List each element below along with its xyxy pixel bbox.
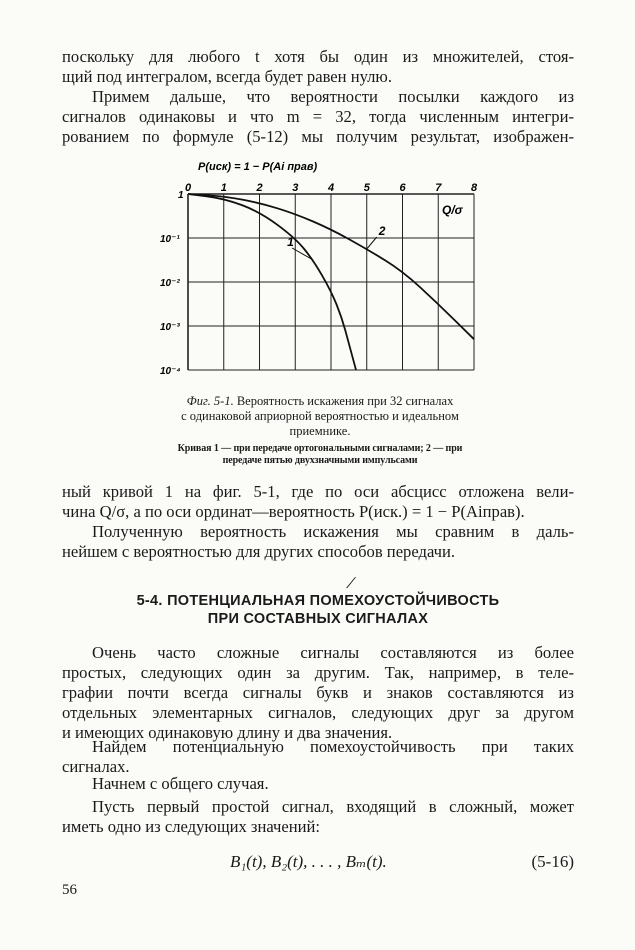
section-heading: [62, 592, 574, 628]
caption-text: Вероятность искажения при 32 сигналах: [236, 394, 454, 408]
x-tick-label: 1: [220, 182, 227, 194]
paragraph-8: [62, 797, 574, 837]
handwritten-mark: /: [344, 571, 358, 595]
text-line: графии почти всегда сигналы букв и знаков составляются из: [62, 683, 574, 702]
figure-caption: [130, 394, 510, 439]
paragraph-5: [62, 643, 574, 743]
text-line: Примем дальше, что вероятности посылки каждого из: [92, 87, 574, 106]
paragraph-2: [62, 87, 574, 147]
series-label-leader: [367, 237, 377, 249]
formula-5-16: [62, 852, 574, 876]
page-number: 56: [62, 882, 77, 898]
y-tick-label: 10⁻⁴: [160, 366, 181, 377]
chart-grid: [188, 194, 474, 370]
series-label: 2: [378, 224, 386, 238]
formula-number: (5-16): [531, 852, 574, 871]
x-tick-label: 8: [471, 182, 478, 194]
figure-note: [130, 443, 510, 467]
x-tick-label: 0: [185, 182, 192, 194]
y-tick-label: 10⁻³: [160, 322, 180, 333]
paragraph-1: [62, 47, 574, 87]
text-line: ный кривой 1 на фиг. 5-1, где по оси абсцисс отложена вели-: [62, 482, 574, 501]
formula-expression: B₁(t), B₂(t), . . . , Bₘ(t).: [230, 852, 387, 871]
x-tick-label: 5: [363, 182, 370, 194]
text-line: Полученную вероятность искажения мы сравним в даль-: [92, 522, 574, 541]
heading-line: ПРИ СОСТАВНЫХ СИГНАЛАХ: [207, 611, 429, 627]
text-line: простых, следующих один за другим. Так, например, в теле-: [62, 663, 574, 682]
text-line: щий под интегралом, всегда будет равен нулю.: [62, 67, 392, 86]
note-line: передаче пятью двухзначными импульсами: [222, 455, 418, 466]
text-line: сигналов одинаковы и что m = 32, тогда численным интегри-: [62, 107, 574, 126]
y-tick-label: 1: [178, 190, 184, 201]
x-tick-label: 2: [256, 182, 263, 194]
y-tick-label: 10⁻¹: [160, 234, 180, 245]
text-line: Найдем потенциальную помехоустойчивость при таких: [92, 737, 574, 756]
caption-label: Фиг. 5-1.: [186, 394, 234, 408]
note-line: Кривая 1 — при передаче ортогональными сигналами; 2 — при: [177, 443, 463, 454]
series-labels: [287, 224, 386, 260]
caption-text: с одинаковой априорной вероятностью и идеальном: [181, 409, 459, 423]
x-tick-label: 4: [328, 182, 335, 194]
text-line: и имеющих одинаковую длину и два значения.: [62, 723, 393, 742]
text-line: поскольку для любого t хотя бы один из множителей, стоя-: [62, 47, 574, 66]
text-line: отдельных элементарных сигналов, следующих друг за другом: [62, 703, 574, 722]
series-label: 1: [287, 235, 294, 249]
text-line: рованием по формуле (5-12) мы получим результат, изображен-: [62, 127, 574, 146]
heading-line: 5-4. ПОТЕНЦИАЛЬНАЯ ПОМЕХОУСТОЙЧИВОСТЬ: [136, 593, 500, 609]
x-tick-label: 6: [399, 182, 406, 194]
paragraph-7: [62, 774, 574, 794]
text-line: Очень часто сложные сигналы составляются из более: [92, 643, 574, 662]
x-tick-label: 3: [292, 182, 299, 194]
caption-text: приемнике.: [289, 424, 351, 438]
x-axis-label: Q/σ: [442, 203, 463, 217]
text-line: Пусть первый простой сигнал, входящий в сложный, может: [92, 797, 574, 816]
chart-title: P(иск) = 1 − P(Ai прав): [198, 161, 318, 173]
x-tick-label: 7: [435, 182, 442, 194]
text-line: нейшем с вероятностью для других способов передачи.: [62, 542, 456, 561]
x-tick-labels: [185, 182, 478, 194]
text-line: сигналах.: [62, 757, 130, 776]
y-tick-labels: [160, 190, 184, 377]
probability-chart: [150, 152, 490, 377]
paragraph-3: [62, 482, 574, 522]
text-line: чина Q/σ, а по оси ординат—вероятность P(иск.) = 1 − P(Aiправ).: [62, 502, 525, 521]
paragraph-4: [62, 522, 574, 562]
y-tick-label: 10⁻²: [160, 278, 180, 289]
text-line: Начнем с общего случая.: [92, 774, 269, 793]
paragraph-6: [62, 737, 574, 777]
text-line: иметь одно из следующих значений:: [62, 817, 321, 836]
